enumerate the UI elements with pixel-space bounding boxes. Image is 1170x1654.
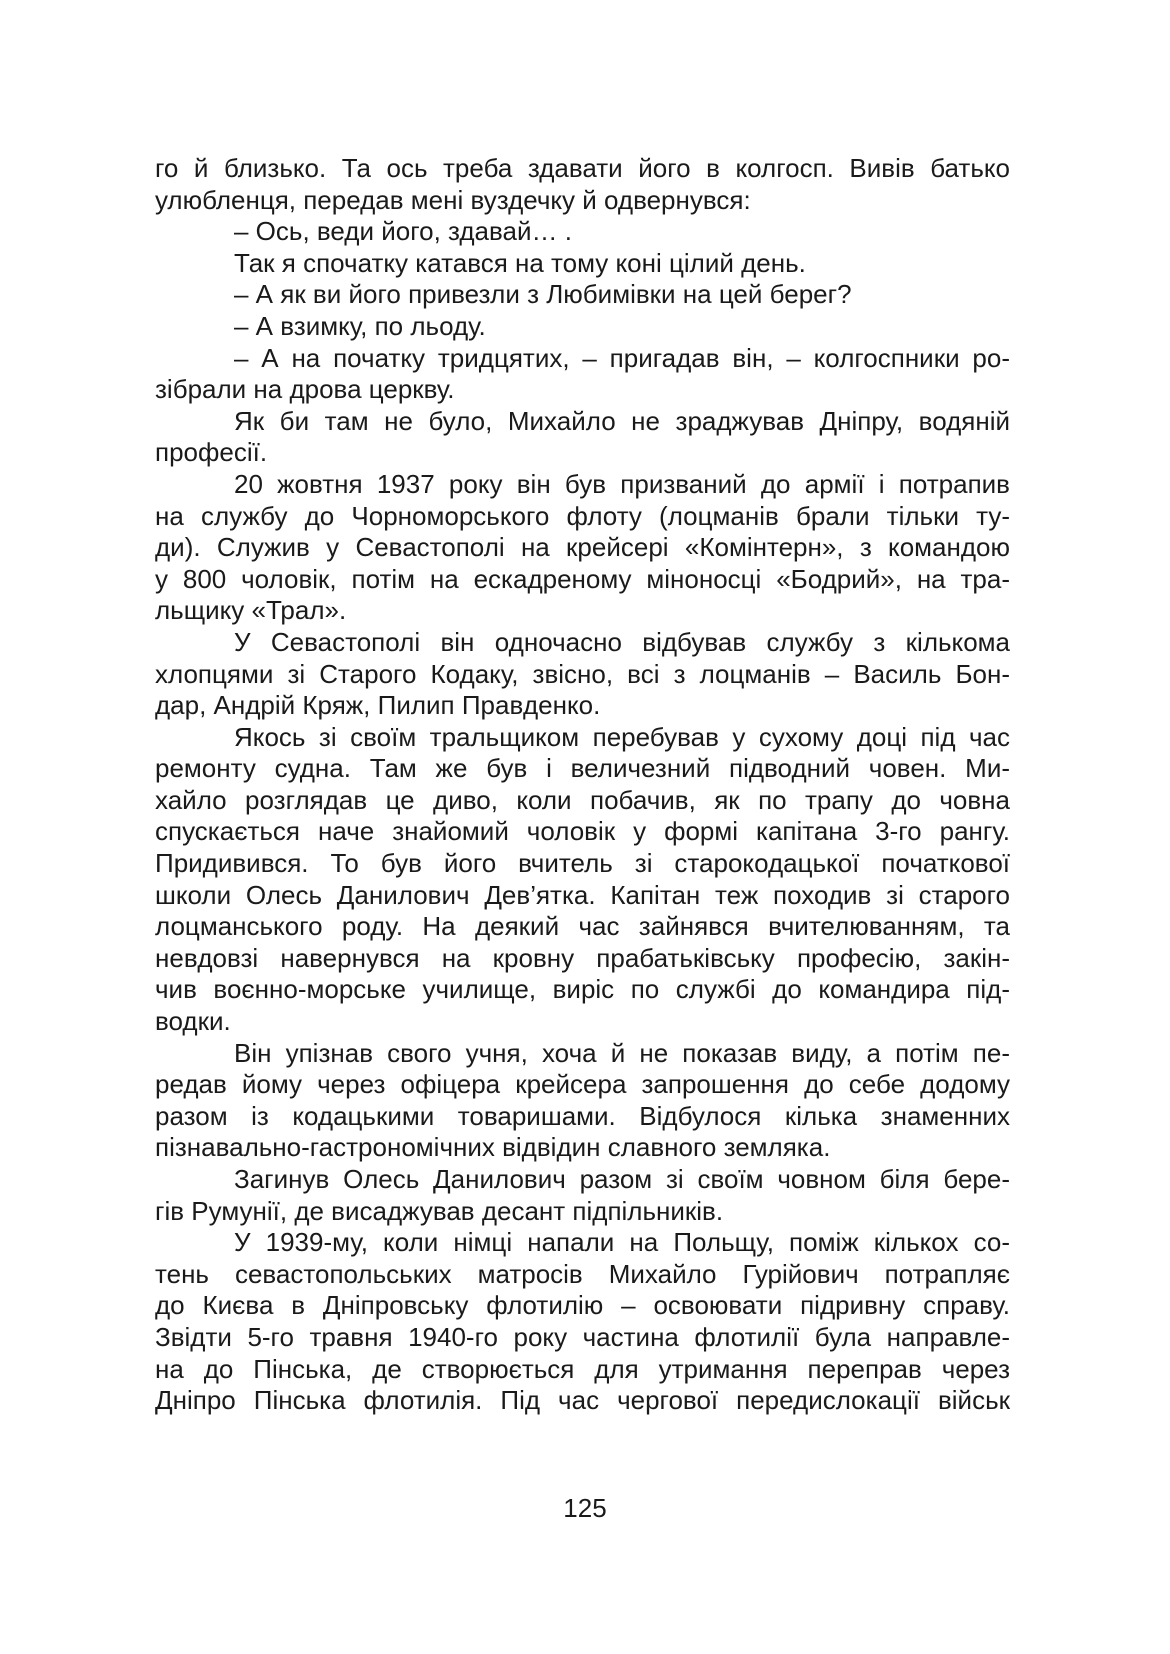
text-line: спускається наче знайомий чоловік у формі капітана 3-го рангу. [155, 816, 1010, 847]
text-line: У 1939-му, коли німці напали на Польщу, поміж кількох со- [234, 1227, 1010, 1258]
text-line: пізнавально-гастрономічних відвідин славного земляка. [155, 1132, 831, 1163]
text-line: льщику «Трал». [155, 595, 347, 626]
text-line: редав йому через офіцера крейсера запрошення до себе додому [155, 1069, 1010, 1100]
text-line: Загинув Олесь Данилович разом зі своїм човном біля бере- [234, 1164, 1010, 1194]
text-line: Він упізнав свого учня, хоча й не показав виду, а потім пе- [234, 1037, 1010, 1068]
text-line: на службу до Чорноморського флоту (лоцманів брали тільки ту- [155, 500, 1010, 531]
text-line: зібрали на дрова церкву. [155, 374, 455, 405]
text-line: водки. [155, 1006, 231, 1037]
text-line: на до Пінська, де створюється для утримання переправ через [155, 1353, 1010, 1384]
text-line: дар, Андрій Кряж, Пилип Правденко. [155, 690, 601, 721]
text-line: улюбленця, передав мені вуздечку й одвернувся: [155, 184, 751, 215]
text-line: чив воєнно-морське училище, виріс по службі до командира під- [155, 974, 1010, 1005]
text-line: хайло розглядав це диво, коли побачив, як по трапу до човна [155, 784, 1010, 815]
text-line: гів Румунії, де висаджував десант підпільників. [155, 1195, 724, 1226]
text-line: лоцманського роду. На деякий час зайнявся вчителюванням, та [155, 911, 1010, 942]
page-number: 125 [563, 1493, 607, 1523]
text-line: ди). Служив у Севастополі на крейсері «Комінтерн», з командою [155, 532, 1010, 563]
text-line: Якось зі своїм тральщиком перебував у сухому доці під час [234, 721, 1010, 752]
text-line: Придивився. То був його вчитель зі старокодацької початкової [155, 848, 1010, 879]
text-line: хлопцями зі Старого Кодаку, звісно, всі з лоцманів – Василь Бон- [155, 658, 1010, 689]
text-line: професії. [155, 437, 268, 468]
text-line: Як би там не було, Михайло не зраджував Дніпру, водяній [234, 405, 1010, 436]
text-line: у 800 чоловік, потім на ескадреному міноносці «Бодрий», на тра- [155, 563, 1010, 594]
text-line: Звідти 5-го травня 1940-го року частина флотилії була направле- [155, 1321, 1010, 1352]
text-line: Дніпро Пінська флотилія. Під час чергової передислокації військ [155, 1385, 1010, 1416]
text-line: – А на початку тридцятих, – пригадав він, – колгоспники ро- [234, 342, 1010, 373]
text-line: го й близько. Та ось треба здавати його в колгосп. Вивів батько [155, 153, 1010, 183]
text-line: тень севастопольських матросів Михайло Гурійович потрапляє [155, 1258, 1010, 1289]
page-body [155, 153, 1010, 1417]
text-line: школи Олесь Данилович Дев’ятка. Капітан теж походив зі старого [155, 879, 1010, 910]
text-line: У Севастополі він одночасно відбував службу з кількома [234, 626, 1010, 657]
text-line: Так я спочатку катався на тому коні цілий день. [234, 247, 806, 278]
text-line: – А як ви його привезли з Любимівки на цей берег? [234, 279, 852, 310]
text-line: – А взимку, по льоду. [234, 310, 486, 341]
text-line: разом із кодацькими товаришами. Відбулося кілька знаменних [155, 1100, 1010, 1131]
text-line: – Ось, веди його, здавай… . [234, 216, 572, 247]
text-line: ремонту судна. Там же був і величезний підводний човен. Ми- [155, 753, 1010, 784]
text-line: 20 жовтня 1937 року він був призваний до армії і потрапив [234, 468, 1010, 499]
text-line: до Києва в Дніпровську флотилію – освоювати підривну справу. [155, 1290, 1010, 1321]
text-line: невдовзі навернувся на кровну прабатьківську професію, закін- [155, 942, 1010, 973]
